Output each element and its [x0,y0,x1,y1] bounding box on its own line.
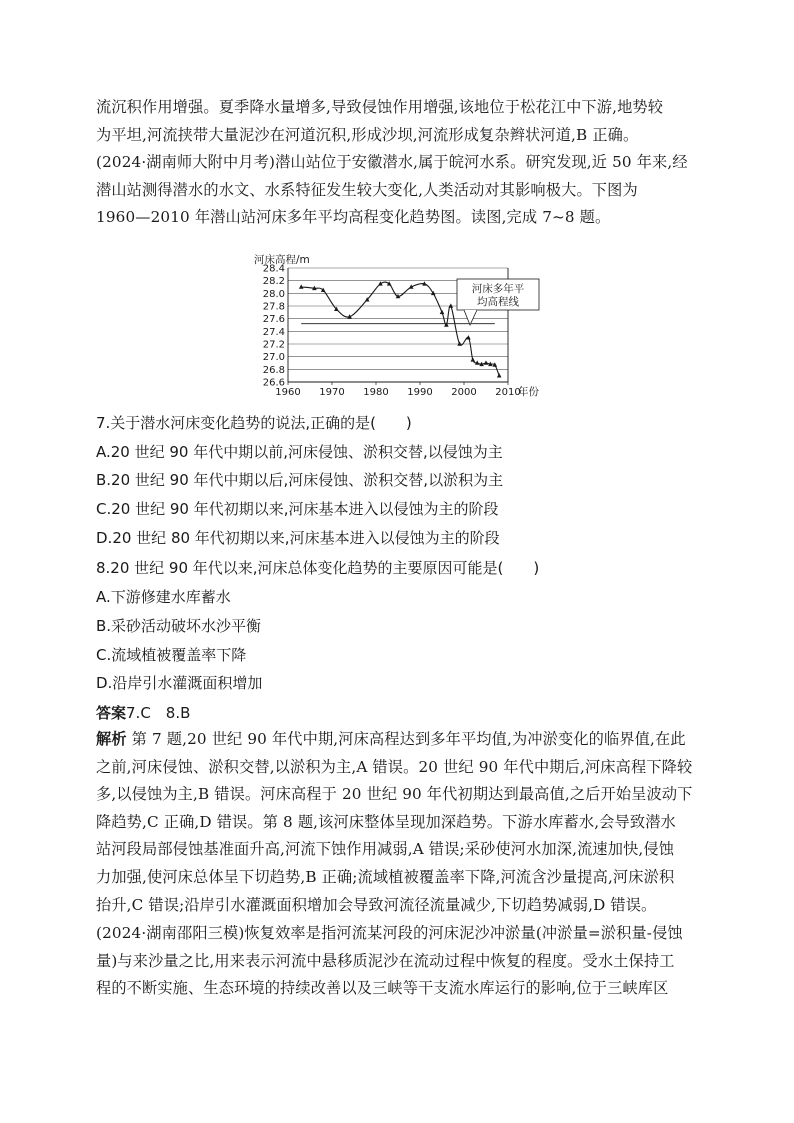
data-point [471,357,476,361]
y-tick-label: 27.4 [262,326,285,338]
data-point [497,373,502,377]
data-point [440,310,445,314]
question-7-option-b: B.20 世纪 90 年代中期以后,河床侵蚀、淤积交替,以淤积为主 [96,471,504,489]
text-line: 潜山站测得潜水的水文、水系特征发生较大变化,人类活动对其影响极大。下图为 [96,180,638,199]
y-tick-label: 26.8 [262,364,285,376]
text-line: 为平坦,河流挟带大量泥沙在河道沉积,形成沙坝,河流形成复杂辫状河道,B 正确。 [96,125,639,144]
callout-label-line-1: 河床多年平 [471,283,525,295]
question-8-option-a: A.下游修建水库蓄水 [96,588,231,606]
text-line: 流沉积作用增强。夏季降水量增多,导致侵蚀作用增强,该地位于松花江中下游,地势较 [96,98,664,116]
x-tick-label: 1990 [407,387,433,398]
next-material-paragraph [96,920,696,1003]
y-tick-label: 26.6 [262,377,285,389]
question-8-stem: 8.20 世纪 90 年代以来,河床总体变化趋势的主要原因可能是( ) [96,559,540,577]
answer-label: 答案 [96,704,127,722]
text-line: 1960—2010 年潜山站河床多年平均高程变化趋势图。读图,完成 7~8 题。 [96,208,611,227]
question-8-option-c: C.流域植被覆盖率下降 [96,646,247,664]
riverbed-elevation-chart [252,250,552,400]
callout-label-line-2: 均高程线 [477,296,519,308]
text-line: (2024·湖南邵阳三模)恢复效率是指河流某河段的河床泥沙冲淤量(冲淤量=淤积量-侵蚀 [96,924,683,942]
x-tick-label: 1980 [363,387,389,398]
text-line: 量)与来沙量之比,用来表示河流中悬移质泥沙在流动过程中恢复的程度。受水土保持工 [96,951,675,970]
answer-line [96,702,190,723]
text-line: 抬升,C 错误;沿岸引水灌溉面积增加会导致河流径流量减少,下切趋势减弱,D 错误。 [96,895,657,914]
data-point [484,360,489,364]
analysis-paragraph [96,726,696,919]
y-tick-label: 28.0 [262,288,285,300]
text-line: 力加强,使河床总体呈下切趋势,B 正确;流域植被覆盖率下降,河流含沙量提高,河床淤积 [96,867,675,886]
y-tick-label: 27.6 [262,314,285,326]
data-point [449,303,454,307]
x-tick-label: 2010 [495,387,521,398]
text-line: (2024·湖南师大附中月考)潜山站位于安徽潜水,属于皖河水系。研究发现,近 50 年来,经 [96,153,688,172]
y-tick-label: 27.0 [262,352,285,364]
x-tick-label: 1960 [275,387,301,398]
x-tick-label: 1970 [319,387,345,398]
y-tick-label: 27.2 [262,339,285,351]
question-7-option-d: D.20 世纪 80 年代初期以来,河床基本进入以侵蚀为主的阶段 [96,529,500,547]
question-7-option-a: A.20 世纪 90 年代中期以前,河床侵蚀、淤积交替,以侵蚀为主 [96,443,503,461]
question-7-stem: 7.关于潜水河床变化趋势的说法,正确的是( ) [96,414,412,432]
y-axis-label: 河床高程/m [254,254,310,266]
data-point [321,288,326,292]
y-tick-label: 28.2 [262,276,285,288]
x-axis-label: 年份 [518,386,539,398]
text-line: 站河段局部侵蚀基准面升高,河流下蚀作用减弱,A 错误;采砂使河水加深,流速加快,侵蚀 [96,840,675,859]
y-tick-label: 27.8 [262,301,285,313]
question-8-option-d: D.沿岸引水灌溉面积增加 [96,674,263,692]
text-line: 多,以侵蚀为主,B 错误。河床高程于 20 世纪 90 年代初期达到最高值,之后开始呈波动下 [96,785,693,804]
text-line: 降趋势,C 正确,D 错误。第 8 题,该河床整体呈现加深趋势。下游水库蓄水,会导致潜水 [96,812,676,831]
question-8-option-b: B.采砂活动破坏水沙平衡 [96,617,262,635]
analysis-label: 解析 [96,730,127,748]
x-tick-label: 2000 [451,387,477,398]
answer-value: 7.C 8.B [126,704,191,722]
text-line: 解析 第 7 题,20 世纪 90 年代中期,河床高程达到多年平均值,为冲淤变化的临界值,在此 [96,730,686,748]
intro-paragraph [96,94,696,232]
question-7-option-c: C.20 世纪 90 年代初期以来,河床基本进入以侵蚀为主的阶段 [96,500,499,518]
data-point [457,341,462,345]
text-line: 之前,河床侵蚀、淤积交替,以淤积为主,A 错误。20 世纪 90 年代中期后,河床高程下降较 [96,757,693,776]
reference-line-callout [457,279,539,325]
text-line: 程的不断实施、生态环境的持续改善以及三峡等干支流水库运行的影响,位于三峡库区 [96,979,669,998]
y-tick-label: 28.4 [262,263,285,275]
callout-pointer [464,310,477,325]
